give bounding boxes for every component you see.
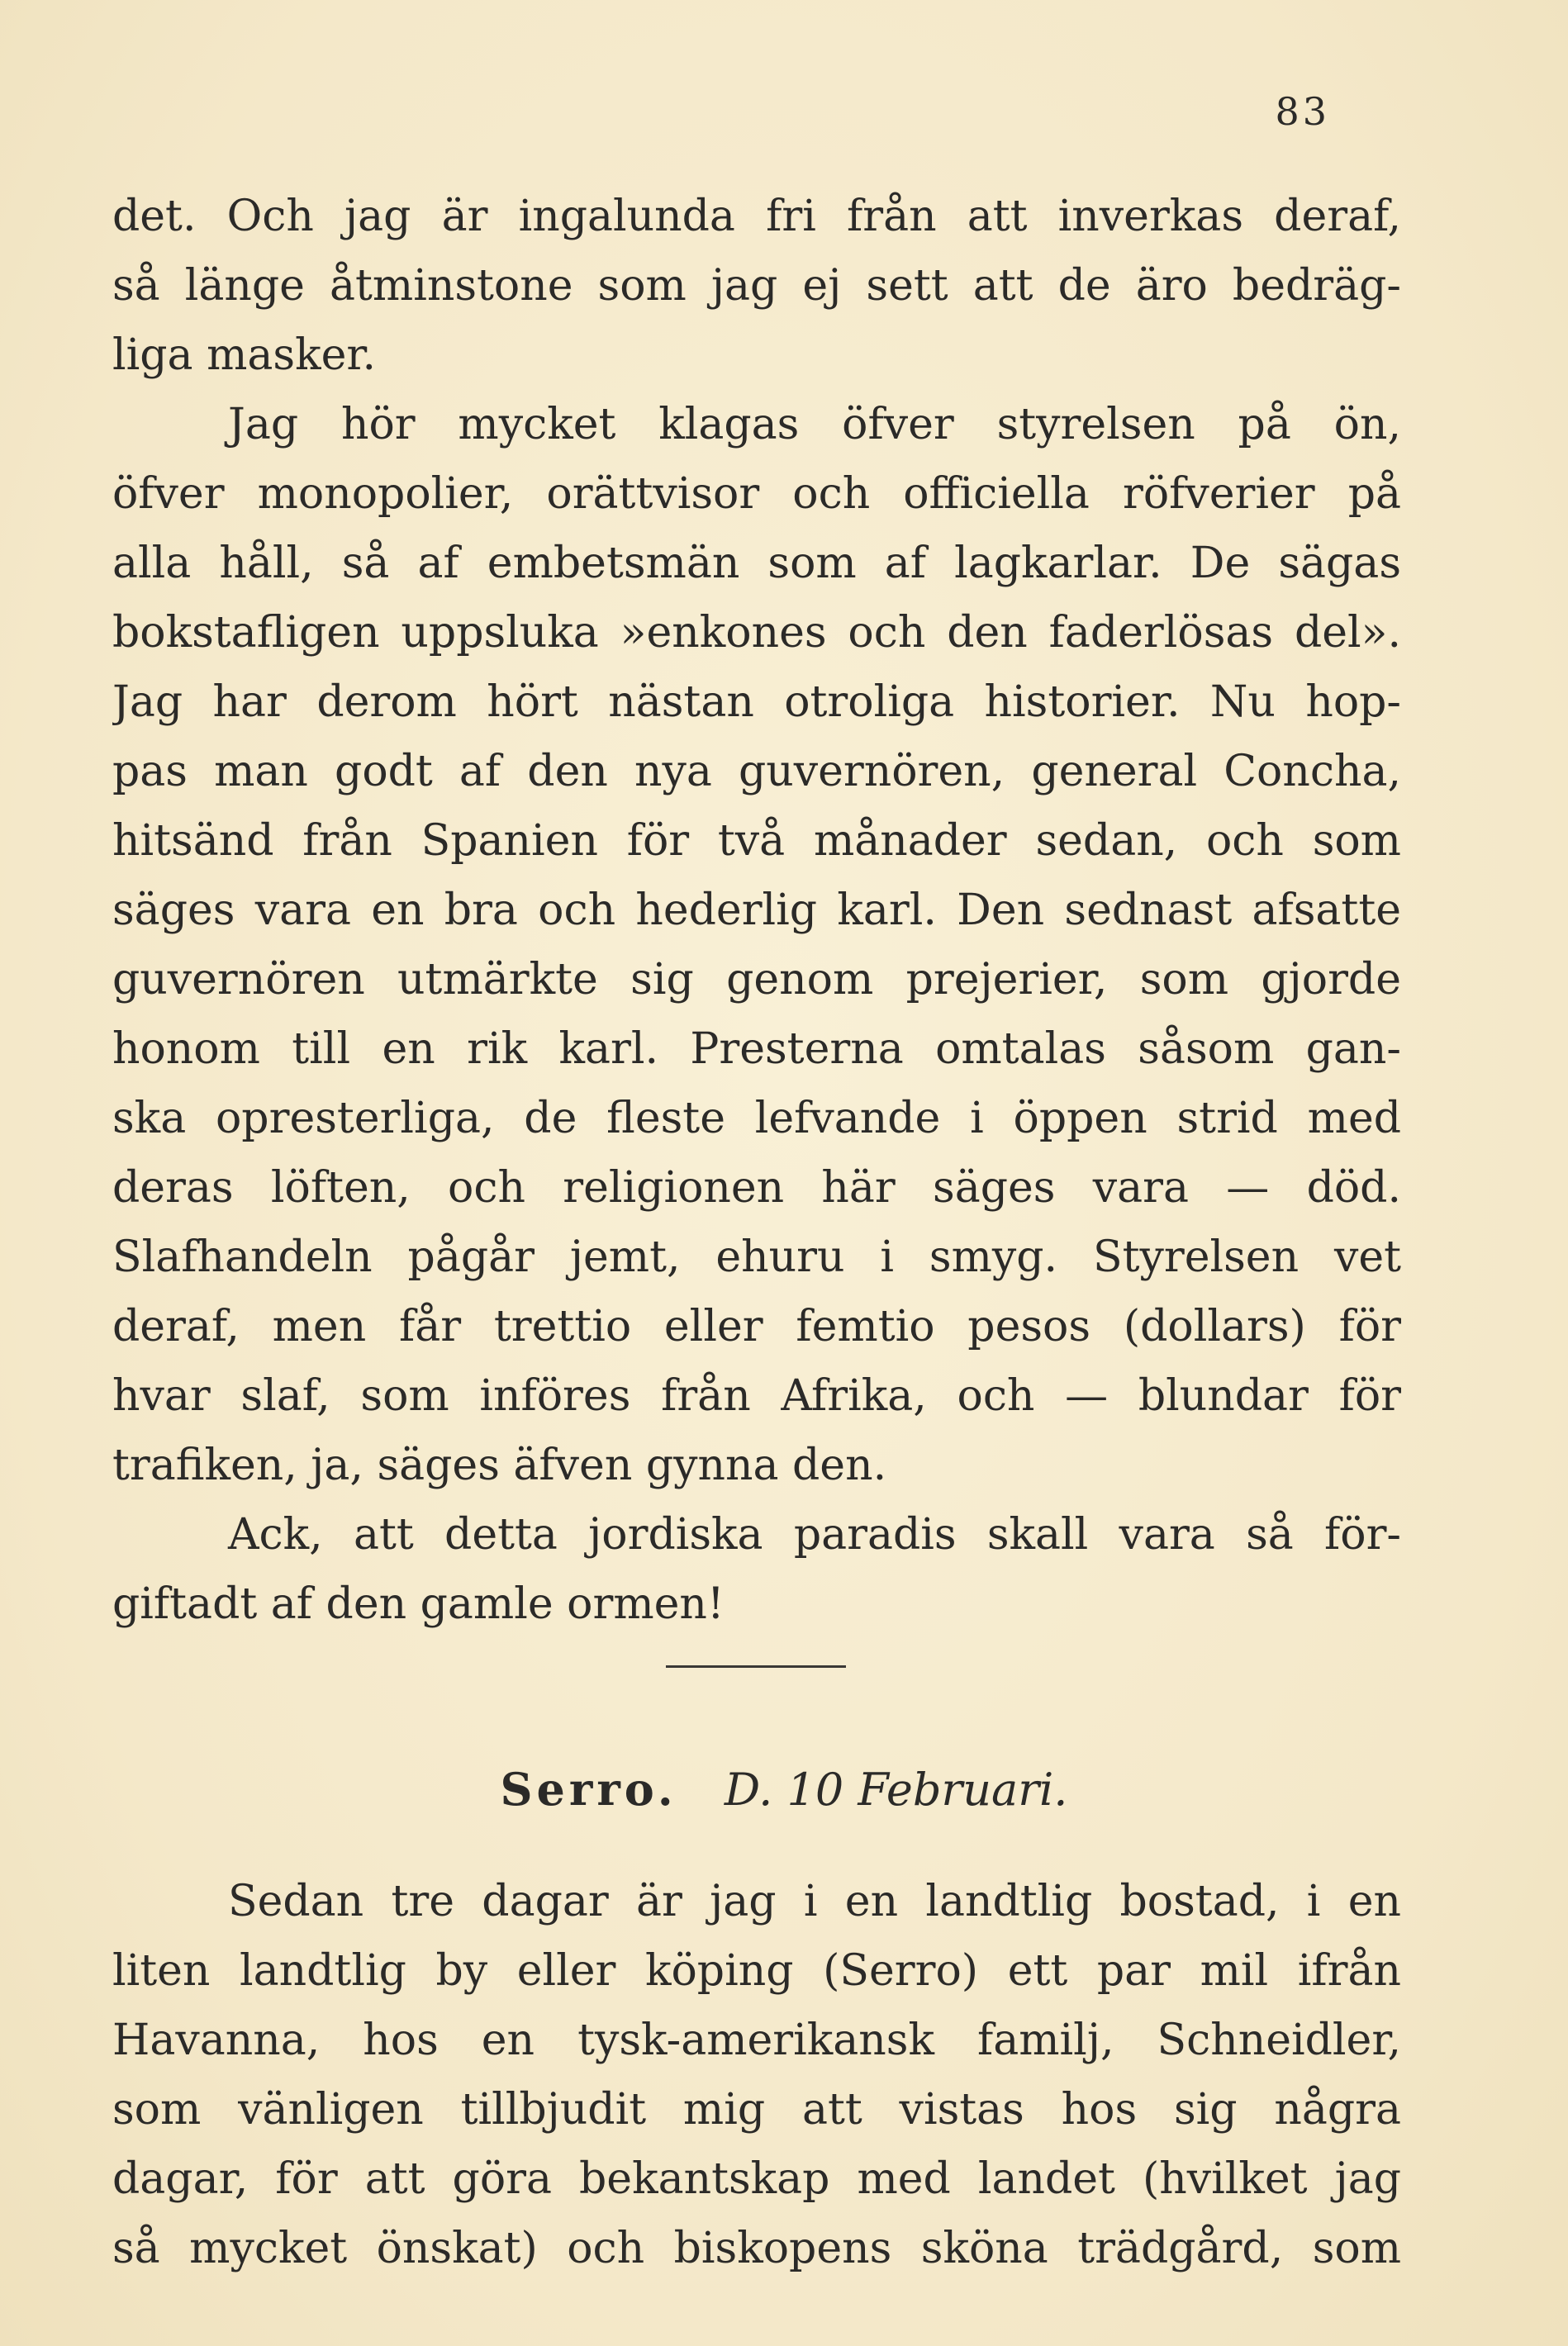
- section-divider: [666, 1665, 846, 1668]
- heading-date: D. 10 Februari.: [724, 1764, 1068, 1816]
- body-text-top: [112, 182, 1401, 1639]
- text-line: Slafhandeln pågår jemt, ehuru i smyg. Styrelsen vet: [112, 1232, 1401, 1282]
- text-line: bokstafligen uppsluka »enkones och den faderlösas del».: [112, 608, 1401, 658]
- text-line: så mycket önskat) och biskopens sköna trädgård, som: [112, 2224, 1401, 2273]
- paragraph-3: [112, 1500, 1401, 1639]
- text-line: hvar slaf, som införes från Afrika, och — blundar för: [112, 1371, 1401, 1421]
- text-line: liten landtlig by eller köping (Serro) ett par mil ifrån: [112, 1946, 1401, 1996]
- body-text-bottom: [112, 1867, 1401, 2283]
- text-line: guvernören utmärkte sig genom prejerier, som gjorde: [112, 955, 1401, 1004]
- text-line: deraf, men får trettio eller femtio pesos (dollars) för: [112, 1302, 1401, 1351]
- text-line: hitsänd från Spanien för två månader sedan, och som: [112, 816, 1401, 866]
- text-line: alla håll, så af embetsmän som af lagkarlar. De sägas: [112, 539, 1401, 588]
- text-line: deras löften, och religionen här säges vara — död.: [112, 1163, 1401, 1213]
- text-line: pas man godt af den nya guvernören, general Concha,: [112, 747, 1401, 796]
- text-line: ska opresterliga, de fleste lefvande i öppen strid med: [112, 1094, 1401, 1143]
- text-line: trafiken, ja, säges äfven gynna den.: [112, 1441, 887, 1490]
- heading-place: Serro.: [500, 1763, 677, 1816]
- text-line: dagar, för att göra bekantskap med landet (hvilket jag: [112, 2154, 1401, 2204]
- text-line: som vänligen tillbjudit mig att vistas hos sig några: [112, 2085, 1401, 2135]
- text-line: det. Och jag är ingalunda fri från att inverkas deraf,: [112, 192, 1401, 241]
- paragraph-2: [112, 390, 1401, 1500]
- section-heading: [0, 1763, 1568, 1816]
- text-line: giftadt af den gamle ormen!: [112, 1579, 725, 1629]
- text-line: så länge åtminstone som jag ej sett att de äro bedräg-: [112, 261, 1401, 311]
- text-line: Jag har derom hört nästan otroliga historier. Nu hop-: [112, 677, 1401, 727]
- text-line: säges vara en bra och hederlig karl. Den sednast afsatte: [112, 886, 1401, 935]
- text-line: honom till en rik karl. Presterna omtalas såsom gan-: [112, 1024, 1401, 1074]
- text-line: Sedan tre dagar är jag i en landtlig bostad, i en: [228, 1877, 1401, 1926]
- text-line: Havanna, hos en tysk-amerikansk familj, Schneidler,: [112, 2016, 1401, 2065]
- paragraph-4: [112, 1867, 1401, 2283]
- paragraph-1: [112, 182, 1401, 390]
- page-number: 83: [1275, 89, 1330, 134]
- text-line: Ack, att detta jordiska paradis skall vara så för-: [228, 1510, 1401, 1560]
- text-line: Jag hör mycket klagas öfver styrelsen på ön,: [228, 400, 1401, 449]
- text-line: liga masker.: [112, 330, 377, 380]
- text-line: öfver monopolier, orättvisor och officiella röfverier på: [112, 469, 1401, 519]
